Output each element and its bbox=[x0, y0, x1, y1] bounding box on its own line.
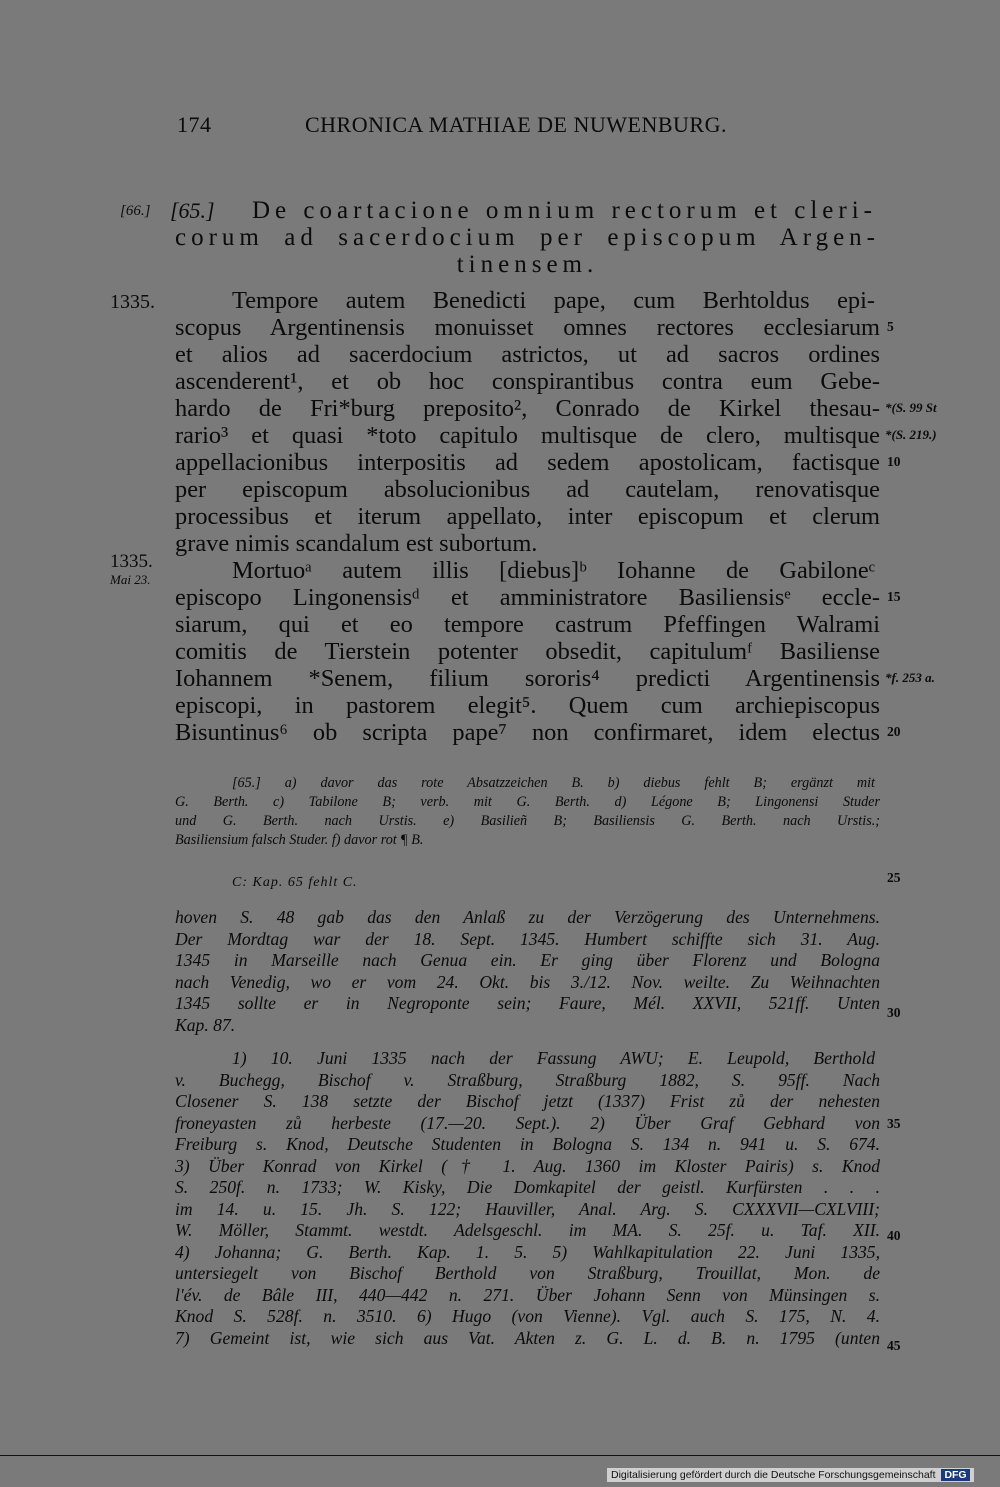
text-line: per episcopum absolucionibus ad cautelam, renovatisque bbox=[175, 476, 880, 503]
apparatus-line: Closener S. 138 setzte der Bischof jetzt (1337) Frist zů der nehesten bbox=[175, 1091, 880, 1111]
margin-reference: *f. 253 a. bbox=[885, 670, 935, 685]
line-number: 45 bbox=[887, 1338, 901, 1353]
text-line: grave nimis scandalum est subortum. bbox=[175, 530, 538, 557]
text-line: hardo de Fri*burg preposito², Conrado de Kirkel thesau- bbox=[175, 395, 880, 422]
textual-note-line: G. Berth. c) Tabilone B; verb. mit G. Berth. d) Légone B; Lingonensi Studer bbox=[175, 794, 880, 810]
apparatus-line: 3) Über Konrad von Kirkel († 1. Aug. 1360 im Kloster Pairis) s. Knod bbox=[175, 1156, 880, 1176]
textual-note-line: Basiliensium falsch Studer. f) davor rot ¶ B. bbox=[175, 832, 424, 848]
apparatus-line: Kap. 87. bbox=[175, 1015, 236, 1035]
text-line: ascenderent¹, et ob hoc conspirantibus contra eum Gebe- bbox=[175, 368, 880, 395]
text-line: Tempore autem Benedicti pape, cum Berhtoldus epi- bbox=[232, 287, 875, 314]
running-title: CHRONICA MATHIAE DE NUWENBURG. bbox=[305, 112, 727, 137]
apparatus-line: froneyasten zů herbeste (17.—20. Sept.). 2) Über Graf Gebhard von bbox=[175, 1113, 880, 1133]
text-line: episcopo Lingonensisᵈ et amministratore Basiliensisᵉ eccle- bbox=[175, 584, 880, 611]
text-line: Iohannem *Senem, filium sororis⁴ predicti Argentinensis bbox=[175, 665, 880, 692]
line-number: 30 bbox=[887, 1005, 901, 1020]
margin-reference: *(S. 219.) bbox=[885, 427, 937, 442]
page-number: 174 bbox=[177, 112, 212, 137]
year-label bbox=[110, 553, 153, 588]
text-line: comitis de Tierstein potenter obsedit, capitulumᶠ Basiliense bbox=[175, 638, 880, 665]
line-number: 40 bbox=[887, 1228, 901, 1243]
dfg-credit-text: Digitalisierung gefördert durch die Deutsche Forschungsgemeinschaft bbox=[611, 1469, 936, 1481]
apparatus-line: untersiegelt von Bischof Berthold von Straßburg, Trouillat, Mon. de bbox=[175, 1263, 880, 1283]
apparatus-line: W. Möller, Stammt. westdt. Adelsgeschl. im MA. S. 25f. u. Taf. XII. bbox=[175, 1220, 880, 1240]
dfg-credit bbox=[607, 1468, 974, 1482]
line-number: 35 bbox=[887, 1116, 901, 1131]
apparatus-line: l'év. de Bâle III, 440—442 n. 271. Über Johann Senn von Münsingen s. bbox=[175, 1285, 880, 1305]
chapter-new-number: [65.] bbox=[170, 198, 215, 223]
chapter-title-line: tinensem. bbox=[456, 251, 599, 278]
footer-divider bbox=[0, 1455, 1000, 1456]
dfg-logo-icon: DFG bbox=[941, 1469, 969, 1481]
apparatus-line: Freiburg s. Knod, Deutsche Studenten in Bologna S. 134 n. 941 u. S. 674. bbox=[175, 1134, 880, 1154]
chapter-old-number: [66.] bbox=[120, 203, 151, 219]
apparatus-line: hoven S. 48 gab das den Anlaß zu der Verzögerung des Unternehmens. bbox=[175, 907, 880, 927]
line-number: 15 bbox=[887, 589, 901, 604]
line-number: 10 bbox=[887, 454, 901, 469]
line-number: 25 bbox=[887, 870, 901, 885]
apparatus-line: 1345 in Marseille nach Genua ein. Er ging über Florenz und Bologna bbox=[175, 950, 880, 970]
year-label-year: 1335. bbox=[110, 551, 153, 572]
text-line: siarum, qui et eo tempore castrum Pfeffingen Walrami bbox=[175, 611, 880, 638]
apparatus-line: S. 250f. n. 1733; W. Kisky, Die Domkapitel der geistl. Kurfürsten . . . bbox=[175, 1177, 880, 1197]
text-line: et alios ad sacerdocium astrictos, ut ad sacros ordines bbox=[175, 341, 880, 368]
apparatus-line: im 14. u. 15. Jh. S. 122; Hauviller, Anal. Arg. S. CXXXVII—CXLVIII; bbox=[175, 1199, 880, 1219]
apparatus-line: Knod S. 528f. n. 3510. 6) Hugo (von Vienne). Vgl. auch S. 175, N. 4. bbox=[175, 1306, 880, 1326]
textual-note-line: [65.] a) davor das rote Absatzzeichen B. b) diebus fehlt B; ergänzt mit bbox=[232, 775, 875, 791]
line-number: 20 bbox=[887, 724, 901, 739]
c-note: C: Kap. 65 fehlt C. bbox=[232, 875, 358, 890]
apparatus-line: 1345 sollte er in Negroponte sein; Faure, Mél. XXVII, 521ff. Unten bbox=[175, 993, 880, 1013]
apparatus-line: 1) 10. Juni 1335 nach der Fassung AWU; E. Leupold, Berthold bbox=[232, 1048, 875, 1068]
apparatus-line: Der Mordtag war der 18. Sept. 1345. Humbert schiffte sich 31. Aug. bbox=[175, 929, 880, 949]
text-line: Bisuntinus⁶ ob scripta pape⁷ non confirmaret, idem electus bbox=[175, 719, 880, 746]
textual-note-line: und G. Berth. nach Urstis. e) Basilieñ B; Basiliensis G. Berth. nach Urstis.; bbox=[175, 813, 880, 829]
text-line: Mortuoᵃ autem illis [diebus]ᵇ Iohanne de Gabiloneᶜ bbox=[232, 557, 875, 584]
text-line: rario³ et quasi *toto capitulo multisque de clero, multisque bbox=[175, 422, 880, 449]
chapter-title-line: De coartacione omnium rectorum et cleri- bbox=[252, 197, 877, 224]
line-number: 5 bbox=[887, 319, 894, 334]
year-label-date: Mai 23. bbox=[110, 572, 151, 587]
margin-reference: *(S. 99 St bbox=[885, 400, 937, 415]
text-line: processibus et iterum appellato, inter episcopum et clerum bbox=[175, 503, 880, 530]
apparatus-line: 4) Johanna; G. Berth. Kap. 1. 5. 5) Wahlkapitulation 22. Juni 1335, bbox=[175, 1242, 880, 1262]
apparatus-line: v. Buchegg, Bischof v. Straßburg, Straßburg 1882, S. 95ff. Nach bbox=[175, 1070, 880, 1090]
text-line: scopus Argentinensis monuisset omnes rectores ecclesiarum bbox=[175, 314, 880, 341]
apparatus-line: 7) Gemeint ist, wie sich aus Vat. Akten z. G. L. d. B. n. 1795 (unten bbox=[175, 1328, 880, 1348]
apparatus-line: nach Venedig, wo er vom 24. Okt. bis 3./12. Nov. weilte. Zu Weihnachten bbox=[175, 972, 880, 992]
text-line: episcopi, in pastorem elegit⁵. Quem cum archiepiscopus bbox=[175, 692, 880, 719]
text-line: appellacionibus interpositis ad sedem apostolicam, factisque bbox=[175, 449, 880, 476]
chapter-title-line: corum ad sacerdocium per episcopum Argen- bbox=[175, 224, 880, 251]
year-label: 1335. bbox=[110, 291, 155, 313]
